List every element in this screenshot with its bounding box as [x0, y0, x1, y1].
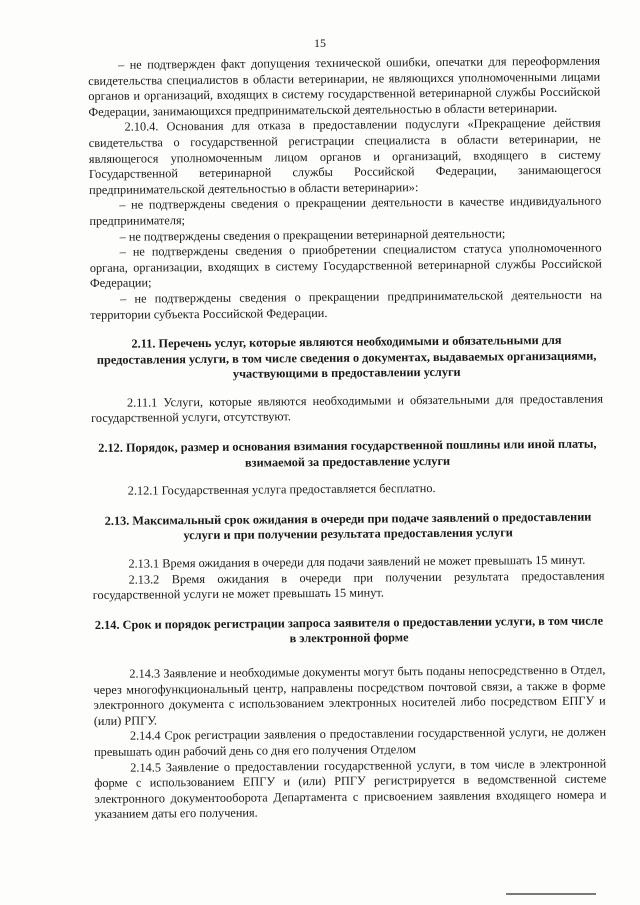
paragraph-2-12-1: 2.12.1 Государственная услуга предоставляется бесплатно. — [127, 481, 436, 498]
paragraph-dash-entrepreneur: – не подтверждены сведения о прекращении деятельности в качестве индивидуального предпринимателя; — [89, 193, 602, 228]
paragraph-2-11-1: 2.11.1 Услуги, которые являются необходимыми и обязательными для предоставления государственной услуги, отсутствуют. — [91, 391, 604, 426]
heading-2-11: 2.11. Перечень услуг, которые являются необходимыми и обязательными для предоставления услуги, в том числе сведения о документах, выдаваемых организациями, участвующими в предоставлении услуги — [96, 332, 597, 382]
paragraph-dash-territory: – не подтверждены сведения о прекращении предпринимательской деятельности на территории субъекта Российской Федерации. — [90, 287, 603, 322]
heading-2-12: 2.12. Порядок, размер и основания взимания государственной пошлины или иной платы, взимаемой за предоставление услуги — [98, 436, 597, 470]
heading-2-13: 2.13. Максимальный срок ожидания в очереди при подаче заявлений о предоставлении услуги и при получении результата предоставления услуги — [104, 509, 592, 543]
paragraph-dash-status: – не подтверждены сведения о приобретении специалистом статуса уполномоченного органа, организации, входящих в систему Государственной ветеринарной службы Российской Федерации; — [89, 240, 602, 291]
heading-2-14: 2.14. Срок и порядок регистрации запроса заявителя о предоставлении услуги, в том числе в электронной форме — [94, 613, 604, 646]
paragraph-2-14-4: 2.14.4 Срок регистрации заявления о предоставлении государственной услуги, не должен превышать один рабочий день со дня его получения Отделом — [93, 724, 606, 759]
scan-edge-mark — [506, 893, 596, 895]
page-number: 15 — [314, 36, 326, 50]
paragraph-2-13-1: 2.13.1 Время ожидания в очереди для подачи заявлений не может превышать 15 минут. — [128, 552, 586, 571]
paragraph-2-13-2: 2.13.2 Время ожидания в очереди при получении результата предоставления государственной услуги не может превышать 15 минут. — [92, 568, 605, 603]
paragraph-2-14-5: 2.14.5 Заявление о предоставлении государственной услуги, в том числе в электронной форме с использованием ЕПГУ и (или) РПГУ регистрируется в ведомственной системе электронного документооборота Департамента с присвоением заявления входящего номера и указанием даты его получения. — [94, 756, 607, 822]
document-body — [88, 54, 607, 823]
paragraph-2-10-4: 2.10.4. Основания для отказа в предоставлении подуслуги «Прекращение действия свидетельства о государственной регистрации специалиста в области ветеринарии, не являющегося уполномоченным лицом органов и организаций, входящего в систему Государственной ветеринарной службы Российской Федерации, занимающегося предпринимательской деятельностью в области ветеринарии»: — [88, 115, 602, 197]
paragraph-dash-error: – не подтвержден факт допущения технической ошибки, опечатки для переоформления свидетельства специалистов в области ветеринарии, не являющихся уполномоченными лицами органов и организаций, входящих в систему государственной ветеринарной службы Российской Федерации, занимающихся предпринимательской деятельностью в области ветеринарии. — [88, 53, 601, 119]
paragraph-2-14-3: 2.14.3 Заявление и необходимые документы могут быть поданы непосредственно в Отдел, через многофункциональный центр, направлены посредством почтовой связи, а также в форме электронного документа с использованием электронных носителей либо посредством ЕПГУ и (или) РПГУ. — [93, 662, 606, 728]
paragraph-dash-vet-activity: – не подтверждены сведения о прекращении ветеринарной деятельности; — [119, 225, 506, 244]
